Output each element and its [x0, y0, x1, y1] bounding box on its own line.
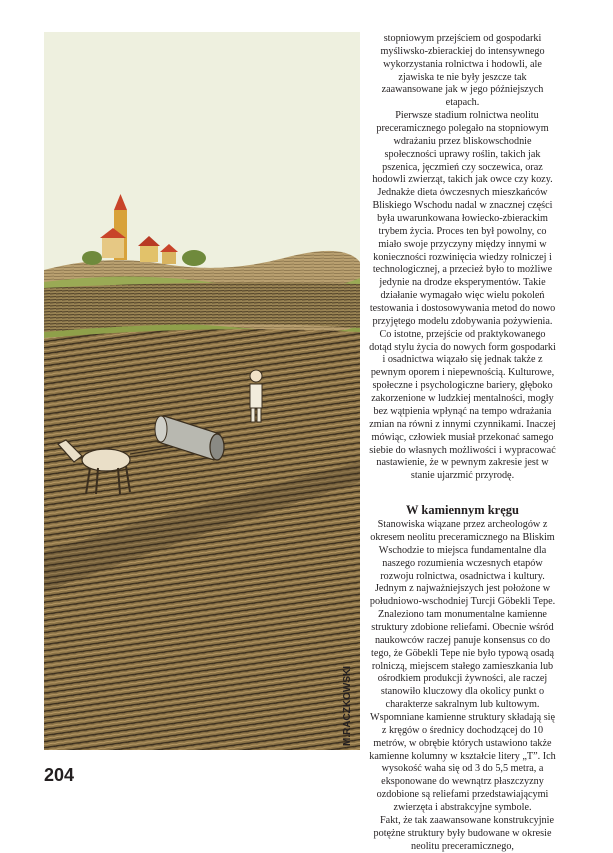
page-number: 204 — [44, 765, 75, 785]
artist-signature — [336, 660, 356, 748]
svg-text:M.RACZKOWSKI: M.RACZKOWSKI — [342, 666, 353, 746]
article-paragraph: Stanowiska wiązane przez archeologów z okresem neolitu preceramicznego na Bliskim Wschodzie to miejsca fundamentalne dla naszego rozumienia wczesnych etapów rozwoju rolnictwa, osadnictwa i kultury. Jednym z najważniejszych jest położone w południowo-wschodniej Turcji Göbekli Tepe. Znaleziono tam monumentalne kamienne struktury zdobione reliefami. Obecnie wśród naukowców raczej panuje konsensus co do tego, że Göbekli Tepe nie było typową osadą rolniczą, miejscem stałego zamieszkania lub ośrodkiem produkcji żywności, ale raczej stanowiło kluczowy dla okolicy punkt o charakterze sakralnym lub kultowym. Wspomniane kamienne struktury składają się z kręgów o średnicy dochodzącej do 10 metrów, w obrębie których ustawiono także kamienne kolumny w kształcie litery „T”. Ich wysokość waha się od 3 do 5,5 metra, a eksponowane do wewnątrz płaszczyzny ozdobione są reliefami przedstawiającymi zwierzęta i abstrakcyjne symbole. — [369, 519, 556, 813]
field-illustration-svg — [44, 32, 360, 750]
sky — [44, 32, 360, 272]
section-heading: W kamiennym kręgu — [406, 503, 519, 518]
article-paragraph: stopniowym przejściem od gospodarki myśliwsko-zbierackiej do intensywnego wykorzystania rolnictwa i hodowli, ale zjawiska te nie były jeszcze tak zaawansowane jak w jego późniejszych etapach. — [380, 33, 545, 109]
article-column — [368, 33, 557, 853]
article-paragraph: Fakt, że tak zaawansowane konstrukcyjnie potężne struktury były budowane w okresie neolitu preceramicznego, — [373, 814, 554, 852]
article-paragraph: Pierwsze stadium rolnictwa neolitu preceramicznego polegało na stopniowym wdrażaniu przez bliskowschodnie społeczności uprawy roślin, takich jak pszenica, jęczmień czy soczewica, oraz hodowli zwierząt, takich jak owce czy kozy. Jednakże dieta ówczesnych mieszkańców Bliskiego Wschodu nadal w znacznej części była uwarunkowana łowiecko-zbierackim trybem życia. Proces ten był powolny, co miało swoje przyczyny między innymi w konieczności rozwinięcia wiedzy rolniczej i technologicznej, a przecież było to możliwe jedynie na drodze eksperymentów. Takie działanie wymagało więc wielu pokoleń testowania i dostosowywania metod do nowo przyjętego modelu zdobywania pożywienia. Co istotne, przejście od praktykowanego dotąd stylu życia do nowych form gospodarki i osadnictwa wiązało się jednak także z pewnym oporem i niepewnością. Kulturowe, społeczne i psychologiczne bariery, głęboko zakorzenione w ludzkiej mentalności, mogły bez wątpienia wpłynąć na tempo wdrażania zmian na równi z innymi czynnikami. Inaczej mówiąc, człowiek musiał przekonać samego siebie do własnych możliwości i wypracować nastawienie, że w pewnym zakresie jest w stanie ujarzmić przyrodę. — [369, 110, 556, 482]
illustration-field-roller — [44, 32, 360, 750]
